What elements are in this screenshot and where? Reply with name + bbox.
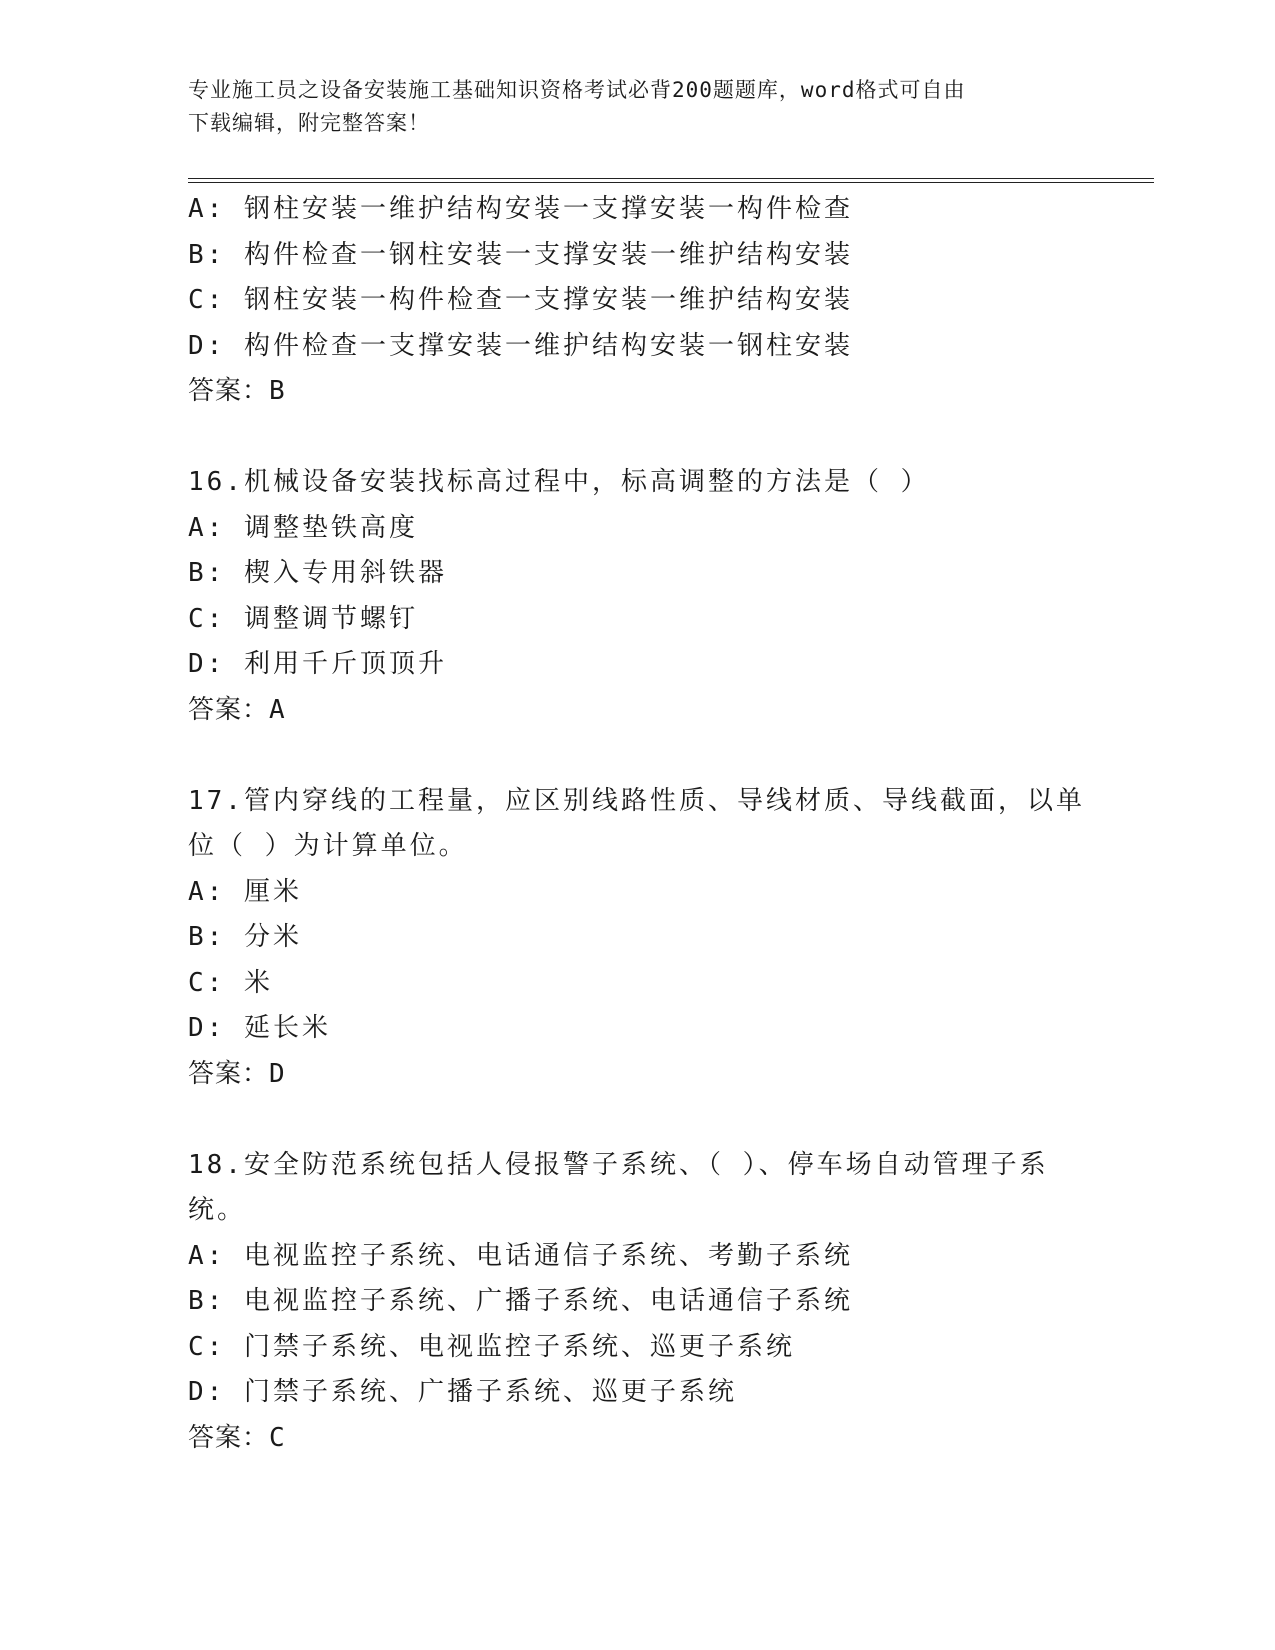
- spacer: [188, 1097, 1088, 1143]
- option-c: C: 米: [188, 967, 273, 998]
- header-divider: [188, 178, 1154, 183]
- question-stem: 16.机械设备安装找标高过程中，标高调整的方法是（ ）: [188, 467, 930, 497]
- option-c: C: 门禁子系统、电视监控子系统、巡更子系统: [188, 1331, 795, 1362]
- option-c: C: 钢柱安装一构件检查一支撑安装一维护结构安装: [188, 285, 853, 315]
- header-line-2: 下载编辑，附完整答案！: [188, 111, 430, 135]
- spacer: [188, 733, 1088, 779]
- answer: 答案：B: [188, 376, 286, 406]
- option-d: D: 构件检查一支撑安装一维护结构安装一钢柱安装: [188, 330, 853, 361]
- option-a: A: 厘米: [188, 876, 302, 907]
- answer: 答案：C: [188, 1422, 286, 1453]
- question-stem: 18.安全防范系统包括人侵报警子系统、（ ）、停车场自动管理子系: [188, 1149, 1049, 1180]
- option-d: D: 利用千斤顶顶升: [188, 649, 447, 679]
- option-a: A: 调整垫铁高度: [188, 512, 418, 543]
- question-stem: 17.管内穿线的工程量，应区别线路性质、导线材质、导线截面，以单: [188, 785, 1085, 816]
- question-stem-continued: 统。: [188, 1195, 247, 1225]
- option-a: A: 电视监控子系统、电话通信子系统、考勤子系统: [188, 1240, 853, 1271]
- question-stem-continued: 位（ ）为计算单位。: [188, 831, 468, 861]
- option-a: A: 钢柱安装一维护结构安装一支撑安装一构件检查: [188, 194, 853, 224]
- question-18: [188, 1143, 1088, 1462]
- option-b: B: 楔入专用斜铁器: [188, 558, 447, 588]
- option-d: D: 延长米: [188, 1013, 331, 1043]
- option-b: B: 构件检查一钢柱安装一支撑安装一维护结构安装: [188, 239, 853, 270]
- answer: 答案：A: [188, 694, 286, 725]
- option-d: D: 门禁子系统、广播子系统、巡更子系统: [188, 1377, 737, 1407]
- option-b: B: 电视监控子系统、广播子系统、电话通信子系统: [188, 1286, 853, 1316]
- header-line-1: 专业施工员之设备安装施工基础知识资格考试必背200题题库，word格式可自由: [188, 78, 966, 102]
- document-header: [188, 74, 1068, 140]
- answer: 答案：D: [188, 1058, 286, 1089]
- option-c: C: 调整调节螺钉: [188, 603, 418, 634]
- question-15: [188, 187, 1088, 415]
- question-list: [188, 187, 1088, 1461]
- option-b: B: 分米: [188, 922, 302, 952]
- question-16: [188, 460, 1088, 733]
- question-17: [188, 779, 1088, 1098]
- spacer: [188, 415, 1088, 461]
